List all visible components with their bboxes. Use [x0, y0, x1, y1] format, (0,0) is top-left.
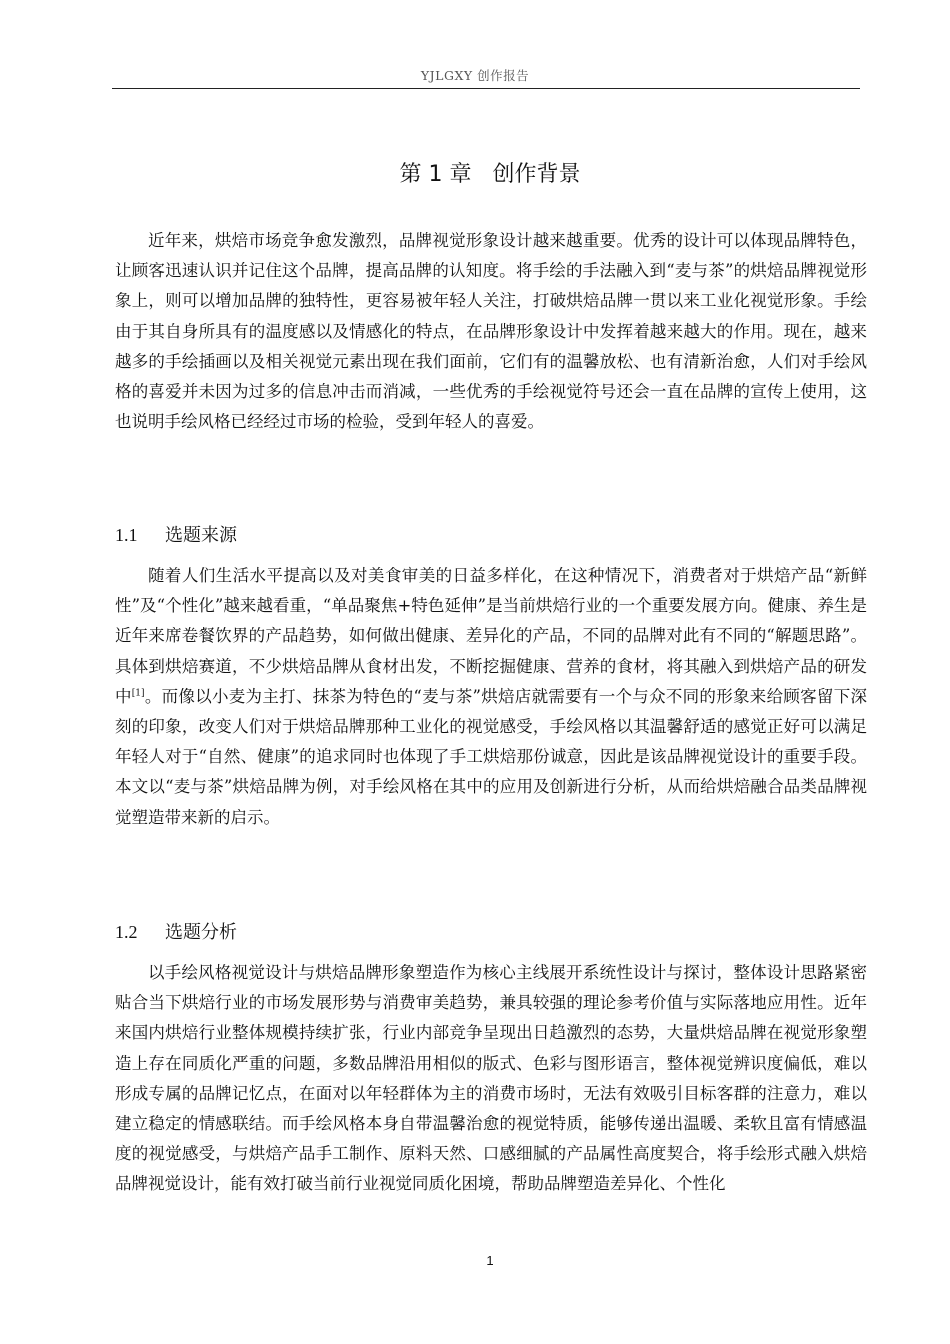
citation-reference[interactable]: [1]	[131, 688, 145, 699]
section-1-2-paragraph: 以手绘风格视觉设计与烘焙品牌形象塑造作为核心主线展开系统性设计与探讨，整体设计思路紧密贴合当下烘焙行业的市场发展形势与消费审美趋势，兼具较强的理论参考价值与实际落地应用性。近年来国内烘焙行业整体规模持续扩张，行业内部竞争呈现出日趋激烈的态势，大量烘焙品牌在视觉形象塑造上存在同质化严重的问题，多数品牌沿用相似的版式、色彩与图形语言，整体视觉辨识度偏低，难以形成专属的品牌记忆点，在面对以年轻群体为主的消费市场时，无法有效吸引目标客群的注意力，难以建立稳定的情感联结。而手绘风格本身自带温馨治愈的视觉特质，能够传递出温暖、柔软且富有情感温度的视觉感受，与烘焙产品手工制作、原料天然、口感细腻的产品属性高度契合，将手绘形式融入烘焙品牌视觉设计，能有效打破当前行业视觉同质化困境，帮助品牌塑造差异化、个性化	[115, 963, 867, 1194]
intro-paragraph: 近年来，烘焙市场竞争愈发激烈，品牌视觉形象设计越来越重要。优秀的设计可以体现品牌特色，让顾客迅速认识并记住这个品牌，提高品牌的认知度。将手绘的手法融入到“麦与茶”的烘焙品牌视觉形象上，则可以增加品牌的独特性，更容易被年轻人关注，打破烘焙品牌一贯以来工业化视觉形象。手绘由于其自身所具有的温度感以及情感化的特点，在品牌形象设计中发挥着越来越大的作用。现在，越来越多的手绘插画以及相关视觉元素出现在我们面前，它们有的温馨放松、也有清新治愈，人们对手绘风格的喜爱并未因为过多的信息冲击而消减，一些优秀的手绘视觉符号还会一直在品牌的宣传上使用，这也说明手绘风格已经经过市场的检验，受到年轻人的喜爱。	[115, 231, 867, 432]
section-number: 1.1	[115, 525, 138, 545]
section-title-text: 选题分析	[165, 922, 237, 943]
paragraph-text: 随着人们生活水平提高以及对美食审美的日益多样化，在这种情况下，消费者对于烘焙产品“新鲜性”及“个性化”越来越看重，“单品聚焦+特色延伸”是当前烘焙行业的一个重要发展方向。健康、养生是近年来席卷餐饮界的产品趋势，如何做出健康、差异化的产品，不同的品牌对此有不同的“解题思路”。具体到烘焙赛道，不少烘焙品牌从食材出发，不断挖掘健康、营养的食材，将其融入到烘焙产品的研发中	[115, 566, 867, 706]
chapter-title: 第 1 章 创作背景	[399, 162, 581, 187]
paragraph-text-continued: 。而像以小麦为主打、抹茶为特色的“麦与茶”烘焙店就需要有一个与众不同的形象来给顾客留下深刻的印象，改变人们对于烘焙品牌那种工业化的视觉感受，手绘风格以其温馨舒适的感觉正好可以满足年轻人对于“自然、健康”的追求同时也体现了手工烘焙那份诚意，因此是该品牌视觉设计的重要手段。本文以“麦与茶”烘焙品牌为例，对手绘风格在其中的应用及创新进行分析，从而给烘焙融合品类品牌视觉塑造带来新的启示。	[115, 686, 868, 827]
section-heading-1-2	[115, 918, 237, 944]
section-title-text: 选题来源	[165, 525, 237, 546]
running-header: YJLGXY 创作报告	[420, 68, 530, 83]
section-number: 1.2	[115, 922, 138, 942]
section-1-1-paragraph	[115, 561, 867, 833]
header-rule	[112, 88, 860, 89]
page-number: 1	[486, 1253, 494, 1268]
section-heading-1-1	[115, 521, 237, 547]
